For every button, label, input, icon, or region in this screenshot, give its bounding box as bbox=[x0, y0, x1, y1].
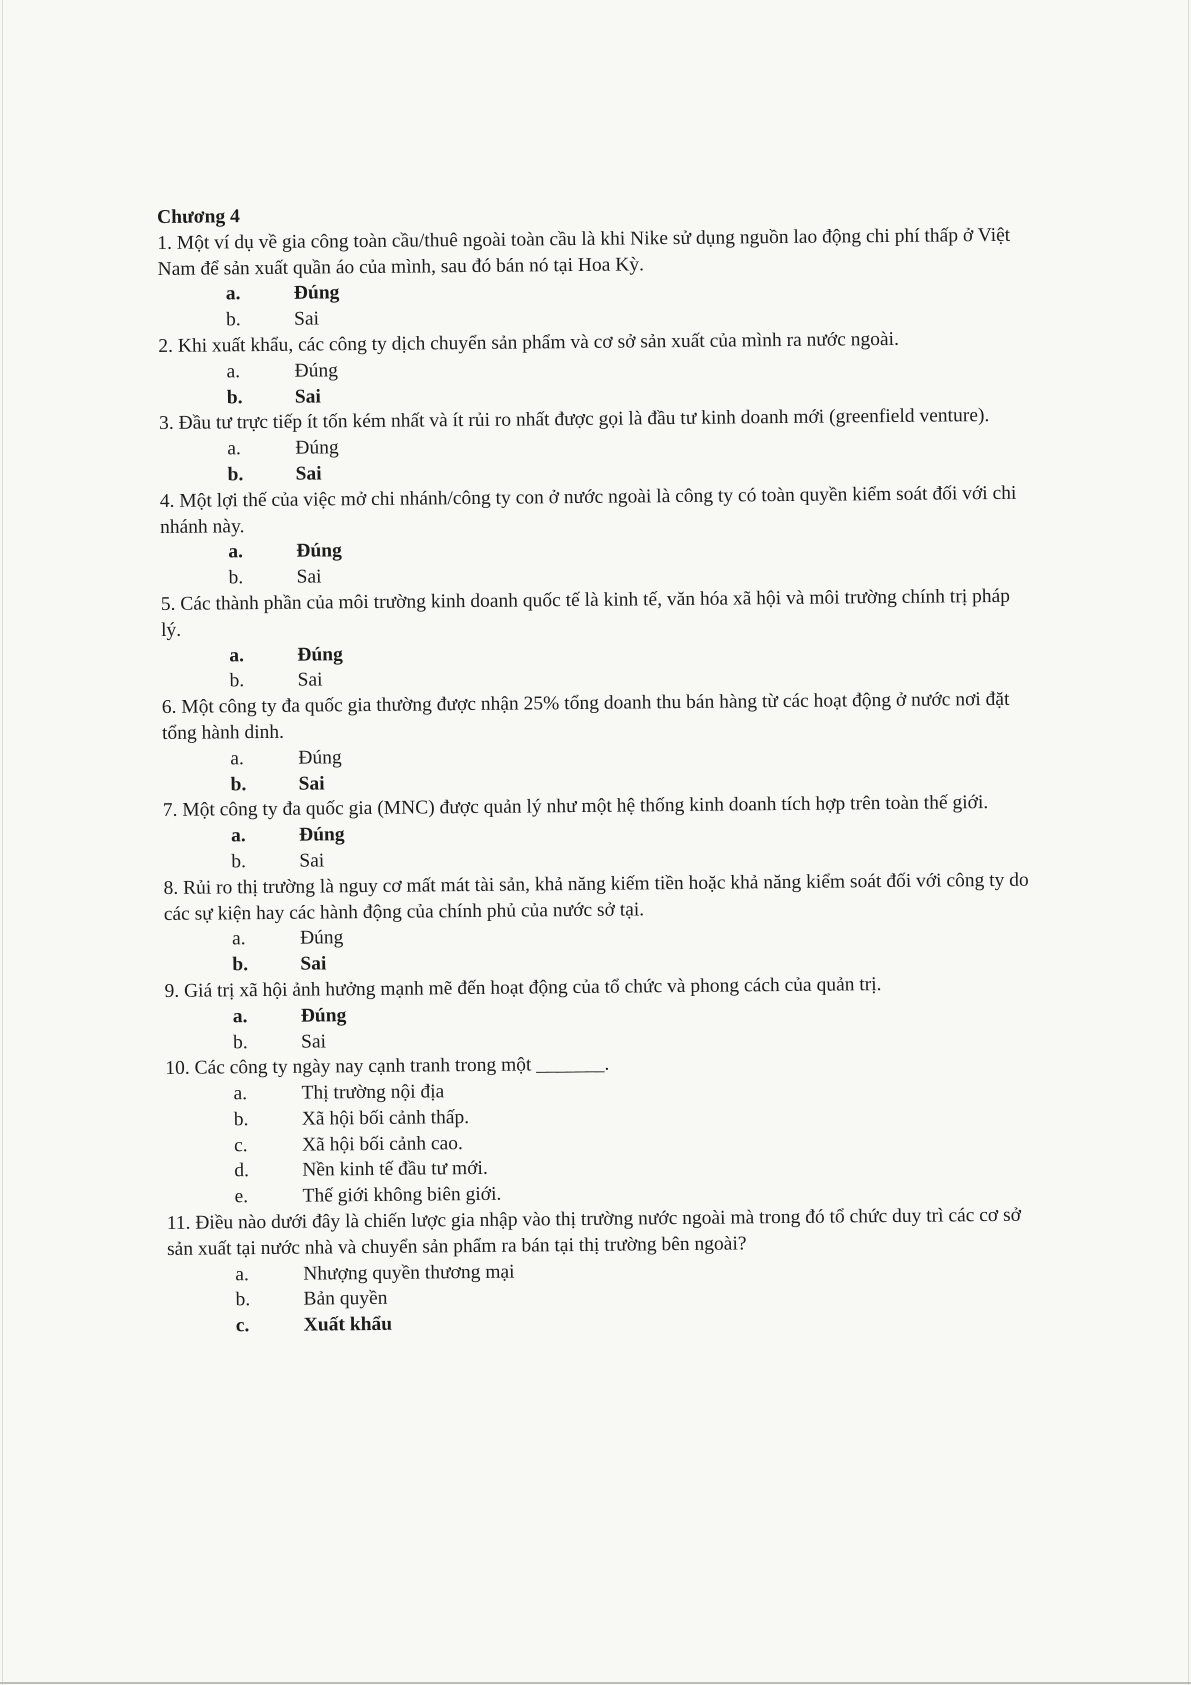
option-letter: b. bbox=[232, 954, 249, 976]
option-letter: b. bbox=[226, 386, 243, 408]
option-text: Đúng bbox=[295, 437, 339, 459]
option-letter: b. bbox=[227, 464, 244, 486]
option-letter: a. bbox=[232, 1005, 248, 1028]
question-text: 11. Điều nào dưới đây là chiến lược gia nhập vào thị trường nước ngoài mà trong đó tổ chức duy trì các cơ sở sản xuất tại nước nhà và chuyển sản phẩm ra bán tại thị trường bên ngoài? bbox=[166, 1204, 1022, 1260]
question-block bbox=[164, 971, 1035, 1057]
option-text: Xã hội bối cảnh thấp. bbox=[301, 1106, 470, 1130]
question-block bbox=[167, 1203, 1038, 1340]
question-text: 1. Một ví dụ về gia công toàn cầu/thuê ngoài toàn cầu là khi Nike sử dụng nguồn lao động chi phí thấp ở Việt Nam để sản xuất quần áo của mình, sau đó bán nó tại Hoa Kỳ. bbox=[157, 224, 1011, 280]
option-letter: b. bbox=[233, 1109, 249, 1131]
question-block bbox=[157, 222, 1028, 334]
right-scan-edge bbox=[1188, 0, 1189, 1685]
question-text: 9. Giá trị xã hội ảnh hưởng mạnh mẽ đến hoạt động của tổ chức và phong cách của quản trị. bbox=[164, 973, 882, 1002]
option-text: Đúng bbox=[294, 360, 339, 382]
option-letter: e. bbox=[234, 1186, 249, 1208]
option-text: Đúng bbox=[296, 540, 342, 563]
option-text: Thế giới không biên giới. bbox=[302, 1184, 502, 1207]
option-letter: b. bbox=[231, 851, 247, 873]
question-text: 6. Một công ty đa quốc gia thường được nhận 25% tổng doanh thu bán hàng từ các hoạt động ở nước nơi đặt tổng hành dinh. bbox=[161, 688, 1010, 744]
question-block bbox=[165, 1048, 1036, 1211]
option-text: Nền kinh tế đầu tư mới. bbox=[302, 1158, 488, 1182]
question-block bbox=[160, 480, 1031, 592]
question-block bbox=[163, 867, 1034, 979]
left-scan-edge bbox=[2, 0, 3, 1685]
question-text: 8. Rủi ro thị trường là nguy cơ mất mát tài sản, khả năng kiếm tiền hoặc khả năng kiểm soát đối với công ty do các sự kiện hay các hành động của chính phủ của nước sở tại. bbox=[163, 869, 1029, 925]
option-letter: b. bbox=[229, 670, 245, 692]
option-letter: b. bbox=[235, 1289, 251, 1311]
question-text: 10. Các công ty ngày nay cạnh tranh trong một _______. bbox=[165, 1053, 610, 1080]
option-text: Thị trường nội địa bbox=[301, 1081, 445, 1104]
option-text: Sai bbox=[294, 386, 321, 408]
question-text: 7. Một công ty đa quốc gia (MNC) được quản lý như một hệ thống kinh doanh tích hợp trên toàn thế giới. bbox=[162, 792, 989, 822]
option-text: Sai bbox=[300, 1030, 327, 1053]
option-letter: a. bbox=[230, 825, 246, 847]
question-block bbox=[159, 403, 1030, 489]
question-text: 5. Các thành phần của môi trường kinh doanh quốc tế là kinh tế, văn hóa xã hội và môi trường chính trị pháp lý. bbox=[160, 585, 1011, 641]
quiz-content bbox=[157, 197, 1038, 1340]
question-text: 3. Đầu tư trực tiếp ít tốn kém nhất và ít rủi ro nhất được gọi là đầu tư kinh doanh mới (greenfield venture). bbox=[159, 405, 990, 435]
option-letter: a. bbox=[225, 283, 241, 305]
option-text: Xã hội bối cảnh cao. bbox=[301, 1132, 463, 1156]
option-letter: b. bbox=[228, 567, 244, 589]
question-text: 2. Khi xuất khẩu, các công ty dịch chuyển sản phẩm và cơ sở sản xuất của mình ra nước ngoài. bbox=[158, 328, 900, 357]
option-text: Đúng bbox=[298, 824, 345, 846]
option-letter: a. bbox=[227, 438, 241, 460]
question-block bbox=[158, 326, 1029, 412]
option-text: Đúng bbox=[298, 746, 342, 769]
option-text: Xuất khẩu bbox=[303, 1314, 393, 1336]
option-letter: a. bbox=[226, 360, 241, 383]
option-text: Sai bbox=[298, 772, 325, 795]
option-text: Bản quyền bbox=[303, 1288, 388, 1311]
option-letter: d. bbox=[234, 1160, 250, 1182]
option-text: Sai bbox=[300, 953, 327, 975]
option-letter: a. bbox=[233, 1083, 248, 1105]
option-letter: a. bbox=[230, 747, 244, 770]
option-text: Đúng bbox=[297, 643, 343, 666]
option-letter: c. bbox=[233, 1134, 248, 1156]
option-text: Sai bbox=[296, 566, 322, 588]
option-letter: a. bbox=[229, 644, 245, 666]
option-text: Sai bbox=[295, 463, 322, 485]
bottom-scan-edge bbox=[0, 1682, 1191, 1684]
option-text: Nhượng quyền thương mại bbox=[303, 1261, 515, 1285]
option-letter: a. bbox=[235, 1263, 249, 1285]
question-block bbox=[163, 790, 1034, 876]
chapter-title: Chương 4 bbox=[157, 206, 240, 228]
option-letter: b. bbox=[232, 1031, 248, 1053]
option-text: Sai bbox=[297, 669, 323, 692]
option-letter: a. bbox=[231, 928, 246, 950]
option-text: Sai bbox=[299, 850, 325, 872]
option-letter: a. bbox=[228, 541, 244, 563]
option-letter: b. bbox=[226, 309, 241, 331]
question-block bbox=[161, 584, 1032, 696]
option-text: Sai bbox=[294, 308, 320, 330]
question-list bbox=[157, 222, 1038, 1340]
option-text: Đúng bbox=[299, 927, 344, 949]
question-text: 4. Một lợi thế của việc mở chi nhánh/công ty con ở nước ngoài là công ty có toàn quyền kiểm soát đối với chi nhánh này. bbox=[159, 482, 1017, 538]
option-text: Đúng bbox=[293, 282, 340, 305]
question-block bbox=[162, 687, 1033, 799]
option-text: Đúng bbox=[300, 1004, 347, 1027]
option-letter: b. bbox=[230, 773, 247, 795]
option-letter: c. bbox=[235, 1315, 250, 1337]
